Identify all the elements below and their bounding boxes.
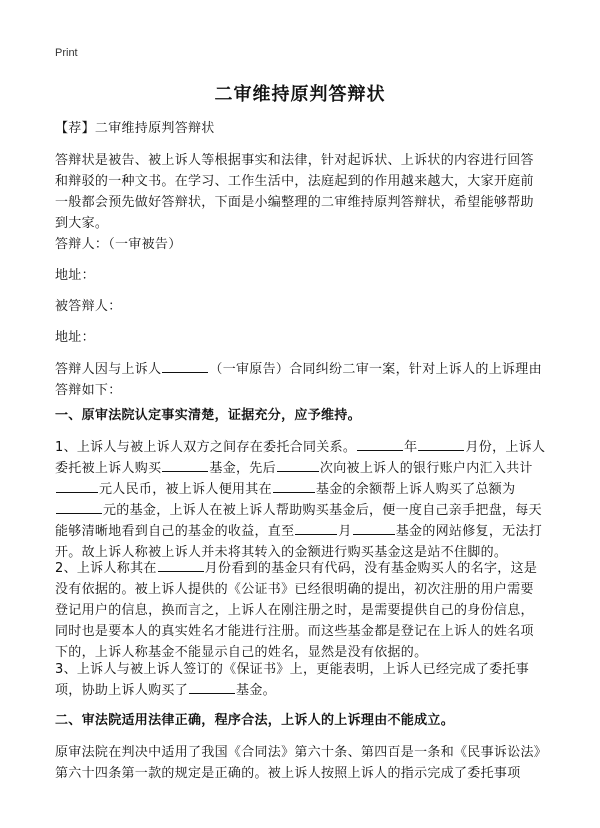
blank-field	[418, 438, 464, 451]
point-4-paragraph: 原审法院在判决中适用了我国《合同法》第六十条、第四百是一条和《民事诉讼法》第六十四条第一款的规定是正确的。被上诉人按照上诉人的指示完成了委托事项	[55, 745, 541, 781]
address-line-2: 地址：	[55, 330, 95, 345]
section-heading-2: 二、审法院适用法律正确，程序合法，上诉人的上诉理由不能成立。	[55, 713, 455, 728]
blank-field	[162, 459, 208, 472]
page-title: 二审维持原判答辩状	[214, 84, 386, 105]
blank-field	[56, 501, 102, 514]
recommend-line: 【荐】二审维持原判答辩状	[55, 121, 215, 136]
blank-field	[277, 459, 319, 472]
blank-field	[189, 681, 235, 694]
intro-paragraph: 答辩状是被告、被上诉人等根据事实和法律，针对起诉状、上诉状的内容进行回答和辩驳的一种文书。在学习、工作生活中，法庭起到的作用越来越大，大家开庭前一般都会预先做好答辩状，下面是小编整理的二审维持原判答辩状，希望能够帮助到大家。	[55, 153, 534, 231]
blank-field	[56, 480, 98, 493]
blank-field	[158, 559, 204, 572]
address-line-1: 地址：	[55, 268, 95, 283]
case-paragraph: 答辩人因与上诉人 （一审原告）合同纠纷二审一案，针对上诉人的上诉理由答辩如下：	[55, 362, 542, 398]
point-1-paragraph: 1、上诉人与被上诉人双方之间存在委托合同关系。 年 月份，上诉人委托被上诉人购买 基金，先后 次向被上诉人的银行账户内汇入共计元人民币，被上诉人便用其在 基金的余额帮上诉人购买了总额为元的基金，上诉人在被上诉人帮助购买基金后，便一度自己亲手把盘，每天能够清晰地看到自己的基金的收益，直至 月 基金的网站修复，无法打开。故上诉人称被上诉人并未将其转入的金额进行购买基金这是站不住脚的。	[55, 440, 546, 560]
defendant-line: 被答辩人：	[55, 299, 122, 314]
point-2-paragraph: 2、上诉人称其在 月份看到的基金只有代码，没有基金购买人的名字，这是没有依据的。被上诉人提供的《公证书》已经很明确的提出，初次注册的用户需要登记用户的信息，换而言之，上诉人在刚注册之时，是需要提供自己的身份信息，同时也是要本人的真实姓名才能进行注册。而这些基金都是登记在上诉人的姓名项下的，上诉人称基金不能显示自己的姓名，显然是没有依据的。	[55, 561, 538, 660]
blank-field	[273, 480, 315, 493]
respondent-line: 答辩人：（一审被告）	[55, 237, 182, 252]
blank-field	[162, 360, 208, 373]
section-heading-1: 一、原审法院认定事实清楚，证据充分，应予维持。	[55, 408, 361, 423]
point-3-paragraph: 3、上诉人与被上诉人签订的《保证书》上，更能表明，上诉人已经完成了委托事项，协助上诉人购买了 基金。	[55, 662, 530, 698]
blank-field	[353, 522, 395, 535]
print-link[interactable]: Print	[55, 47, 78, 59]
blank-field	[295, 522, 337, 535]
blank-field	[357, 438, 403, 451]
